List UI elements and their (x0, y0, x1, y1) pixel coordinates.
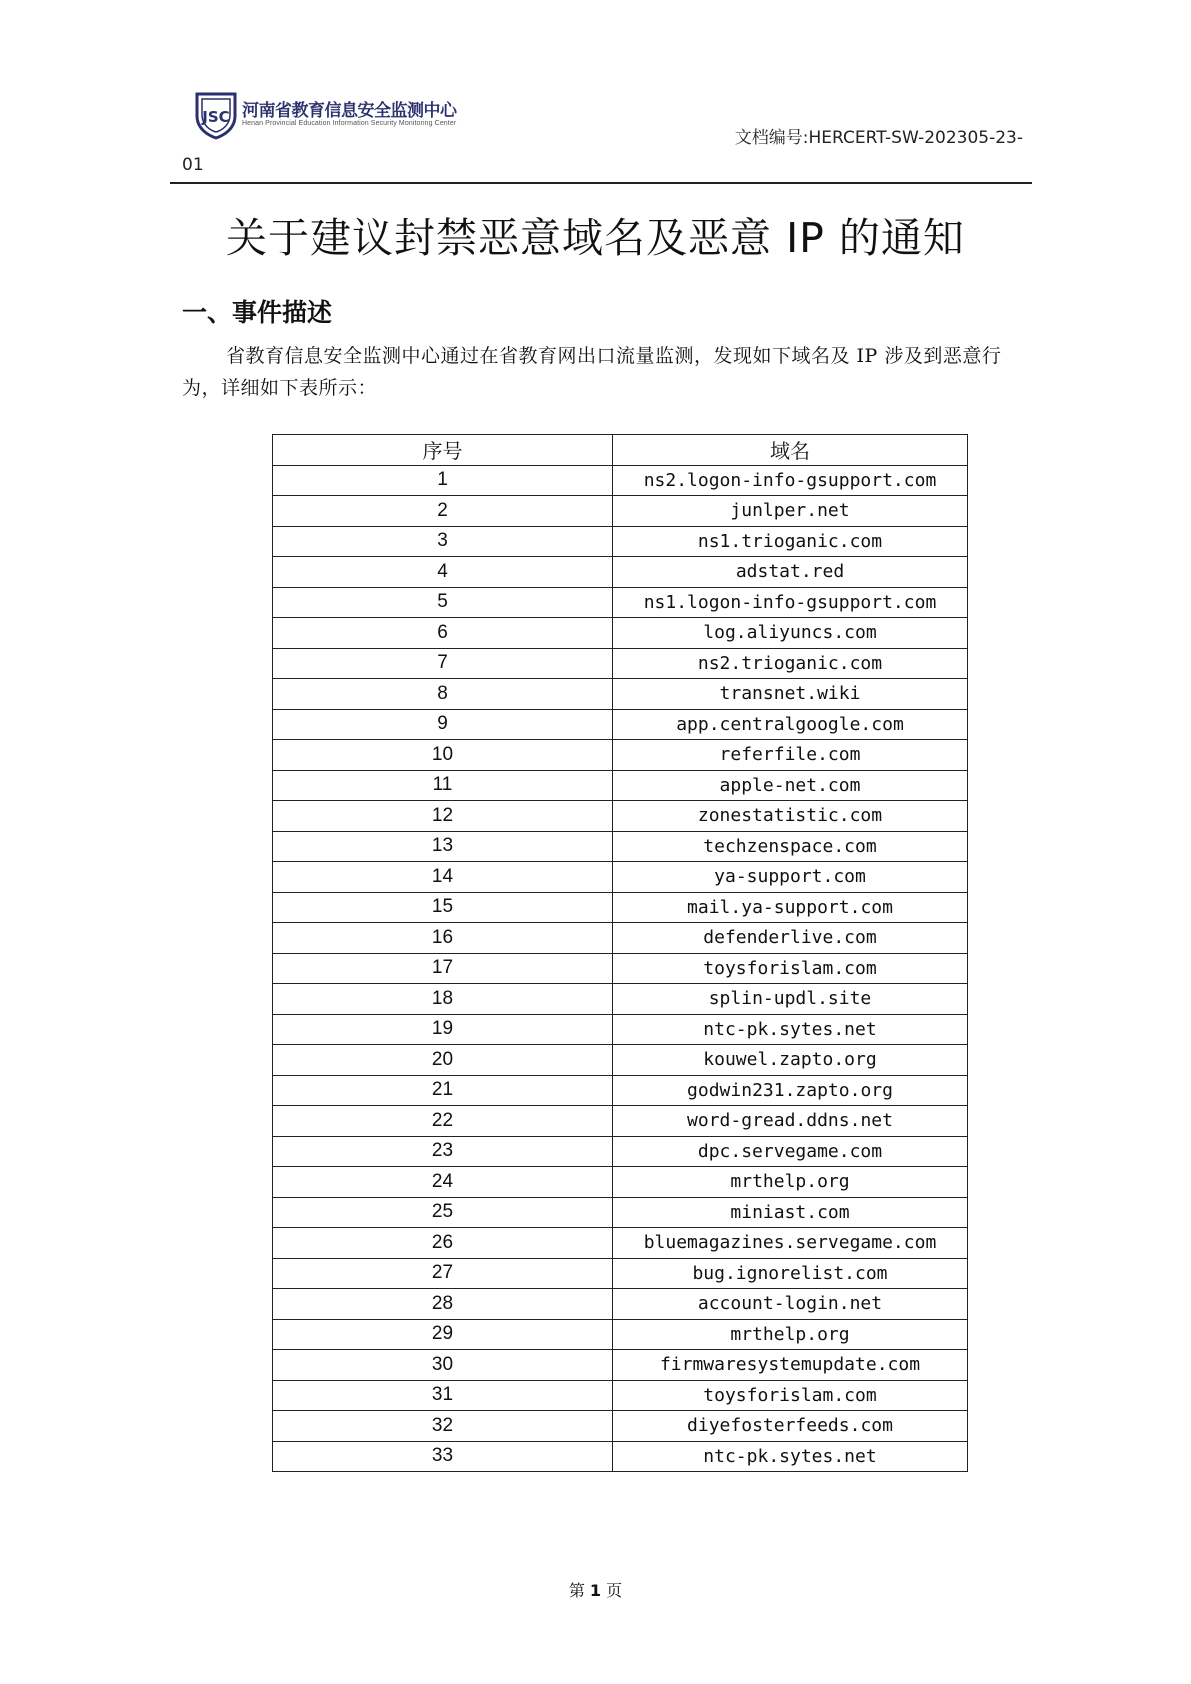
table-header-row (273, 435, 968, 466)
table-row (273, 1411, 968, 1442)
page-number: 1 (589, 1581, 602, 1600)
row-domain: ns2.trioganic.com (613, 648, 968, 679)
row-domain: bluemagazines.servegame.com (613, 1228, 968, 1259)
table-row (273, 1289, 968, 1320)
row-index: 28 (273, 1289, 613, 1320)
table-row (273, 1197, 968, 1228)
page-footer (0, 1578, 1191, 1601)
row-index: 29 (273, 1319, 613, 1350)
table-row (273, 496, 968, 527)
row-index: 2 (273, 496, 613, 527)
row-index: 12 (273, 801, 613, 832)
row-index: 19 (273, 1014, 613, 1045)
table-row (273, 1075, 968, 1106)
row-domain: transnet.wiki (613, 679, 968, 710)
row-domain: account-login.net (613, 1289, 968, 1320)
org-logo (193, 90, 458, 146)
table-row (273, 984, 968, 1015)
row-domain: diyefosterfeeds.com (613, 1411, 968, 1442)
row-index: 1 (273, 465, 613, 496)
row-domain: word-gread.ddns.net (613, 1106, 968, 1137)
svg-text:JSC: JSC (202, 108, 230, 126)
column-header-index: 序号 (273, 435, 613, 466)
row-index: 30 (273, 1350, 613, 1381)
row-index: 7 (273, 648, 613, 679)
row-index: 5 (273, 587, 613, 618)
malicious-domain-table (272, 434, 968, 1472)
row-index: 18 (273, 984, 613, 1015)
page-prefix: 第 (568, 1581, 585, 1600)
table-row (273, 1014, 968, 1045)
row-domain: defenderlive.com (613, 923, 968, 954)
table-row (273, 618, 968, 649)
jsc-emblem-icon (193, 90, 239, 140)
row-domain: adstat.red (613, 557, 968, 588)
table-row (273, 709, 968, 740)
table-row (273, 1380, 968, 1411)
row-domain: mail.ya-support.com (613, 892, 968, 923)
document-number-tail: 01 (182, 155, 204, 175)
row-index: 15 (273, 892, 613, 923)
table-row (273, 831, 968, 862)
row-domain: mrthelp.org (613, 1167, 968, 1198)
row-domain: bug.ignorelist.com (613, 1258, 968, 1289)
row-index: 11 (273, 770, 613, 801)
table-row (273, 892, 968, 923)
table-row (273, 465, 968, 496)
row-domain: ns1.trioganic.com (613, 526, 968, 557)
row-domain: godwin231.zapto.org (613, 1075, 968, 1106)
table-row (273, 923, 968, 954)
row-index: 16 (273, 923, 613, 954)
table-row (273, 587, 968, 618)
row-domain: ns1.logon-info-gsupport.com (613, 587, 968, 618)
table-row (273, 1228, 968, 1259)
row-index: 13 (273, 831, 613, 862)
column-header-domain: 域名 (613, 435, 968, 466)
row-index: 23 (273, 1136, 613, 1167)
row-index: 6 (273, 618, 613, 649)
table-row (273, 1319, 968, 1350)
row-domain: ntc-pk.sytes.net (613, 1014, 968, 1045)
row-index: 26 (273, 1228, 613, 1259)
row-index: 8 (273, 679, 613, 710)
table-row (273, 740, 968, 771)
row-domain: techzenspace.com (613, 831, 968, 862)
row-domain: ya-support.com (613, 862, 968, 893)
row-index: 27 (273, 1258, 613, 1289)
row-domain: apple-net.com (613, 770, 968, 801)
row-index: 3 (273, 526, 613, 557)
row-index: 25 (273, 1197, 613, 1228)
section-heading: 一、事件描述 (182, 298, 333, 327)
row-domain: log.aliyuncs.com (613, 618, 968, 649)
table-row (273, 1441, 968, 1472)
table-row (273, 862, 968, 893)
notice-title: 关于建议封禁恶意域名及恶意 IP 的通知 (226, 214, 965, 262)
row-domain: ns2.logon-info-gsupport.com (613, 465, 968, 496)
table-row (273, 953, 968, 984)
row-index: 31 (273, 1380, 613, 1411)
row-index: 21 (273, 1075, 613, 1106)
table-row (273, 679, 968, 710)
org-name-cn: 河南省教育信息安全监测中心 (242, 101, 457, 121)
row-index: 9 (273, 709, 613, 740)
org-name-en: Henan Provincial Education Information Security Monitoring Center (242, 120, 457, 127)
table-row (273, 648, 968, 679)
table-row (273, 1350, 968, 1381)
row-domain: splin-updl.site (613, 984, 968, 1015)
page-suffix: 页 (606, 1581, 623, 1600)
table-row (273, 1136, 968, 1167)
row-index: 20 (273, 1045, 613, 1076)
row-index: 24 (273, 1167, 613, 1198)
row-domain: toysforislam.com (613, 953, 968, 984)
row-index: 32 (273, 1411, 613, 1442)
row-domain: app.centralgoogle.com (613, 709, 968, 740)
row-domain: miniast.com (613, 1197, 968, 1228)
row-index: 22 (273, 1106, 613, 1137)
table-row (273, 1167, 968, 1198)
row-domain: kouwel.zapto.org (613, 1045, 968, 1076)
event-description: 省教育信息安全监测中心通过在省教育网出口流量监测，发现如下域名及 IP 涉及到恶意行为，详细如下表所示： (182, 345, 1002, 399)
row-domain: ntc-pk.sytes.net (613, 1441, 968, 1472)
header-rule (170, 182, 1032, 184)
row-domain: mrthelp.org (613, 1319, 968, 1350)
table-row (273, 801, 968, 832)
row-index: 33 (273, 1441, 613, 1472)
table-row (273, 770, 968, 801)
table-row (273, 1045, 968, 1076)
row-domain: toysforislam.com (613, 1380, 968, 1411)
row-domain: referfile.com (613, 740, 968, 771)
row-index: 17 (273, 953, 613, 984)
row-index: 4 (273, 557, 613, 588)
document-number: 文档编号:HERCERT-SW-202305-23- (734, 128, 1023, 148)
row-index: 14 (273, 862, 613, 893)
row-domain: firmwaresystemupdate.com (613, 1350, 968, 1381)
table-row (273, 557, 968, 588)
table-row (273, 1258, 968, 1289)
table-row (273, 1106, 968, 1137)
row-index: 10 (273, 740, 613, 771)
row-domain: dpc.servegame.com (613, 1136, 968, 1167)
row-domain: zonestatistic.com (613, 801, 968, 832)
row-domain: junlper.net (613, 496, 968, 527)
table-row (273, 526, 968, 557)
